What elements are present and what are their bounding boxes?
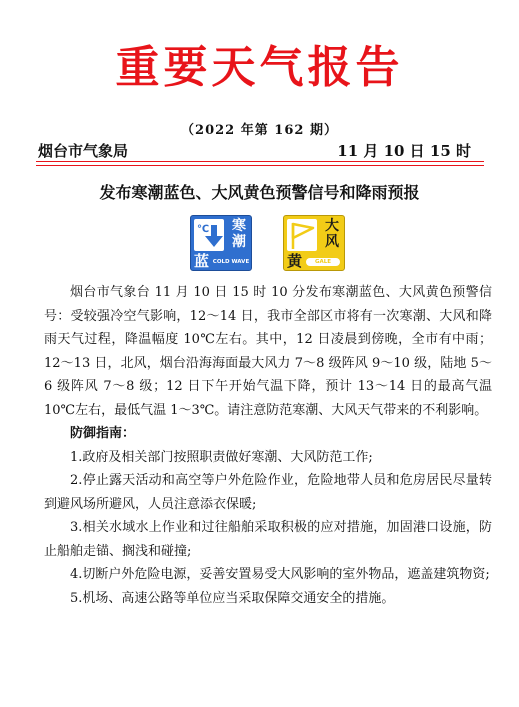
headline: 发布寒潮蓝色、大风黄色预警信号和降雨预报 [99,183,420,202]
signal-char: 大 [325,218,339,234]
signal-level: 黄 [287,252,303,270]
guide-item: 1.政府及相关部门按照职责做好寒潮、大风防范工作; [70,449,373,465]
cold-wave-signal [190,215,252,271]
report-title: 重要天气报告 [115,42,404,93]
issue-number: （2022 年第 162 期） [181,123,338,138]
report-body [44,281,492,610]
guide-item: 3.相关水域水上作业和过往船舶采取积极的应对措施，加固港口设施，防止船舶走锚、搁浅和碰撞; [44,520,492,559]
gale-signal [283,215,345,271]
issuer-name: 烟台市气象局 [38,142,129,160]
wind-flag-icon [287,219,317,251]
guide-item: 4.切断户外危险电源，妥善安置易受大风影响的室外物品，遮盖建筑物资; [70,567,490,582]
warning-signals [190,215,345,271]
signal-char: 寒 [232,218,246,234]
thermometer-down-icon [194,219,224,251]
issue-datetime: 11 月 10 日 15 时 [337,142,471,160]
guide-item: 2.停止露天活动和高空等户外危险作业，危险地带人员和危房居民尽量转到避风场所避风，人员注意添衣保暖; [44,473,492,512]
signal-english: GALE [306,258,340,266]
guide-title: 防御指南： [70,426,136,441]
svg-text:℃: ℃ [197,224,210,235]
signal-char: 潮 [232,234,246,250]
header-divider-top [36,161,484,162]
signal-char: 风 [325,234,339,250]
signal-level: 蓝 [194,252,210,270]
header-divider-bottom [36,165,484,166]
guide-item: 5.机场、高速公路等单位应当采取保障交通安全的措施。 [70,590,395,606]
signal-english: COLD WAVE [212,259,250,265]
summary-paragraph: 烟台市气象台 11 月 10 日 15 时 10 分发布寒潮蓝色、大风黄色预警信号：受较强冷空气影响，12～14 日，我市全部区市将有一次寒潮、大风和降雨天气过程，降温幅度 10℃左右。其中，12 日凌晨到傍晚，全市有中雨；12～13 日，北风，烟台沿海海面最大风力 7～8 级阵风 9～10 级，陆地 5～6 级阵风 7～8 级；12 日下午开始气温下降，预计 13～14 日的最高气温 10℃左右，最低气温 1～3℃。请注意防范寒潮、大风天气带来的不利影响。 [44,285,492,418]
